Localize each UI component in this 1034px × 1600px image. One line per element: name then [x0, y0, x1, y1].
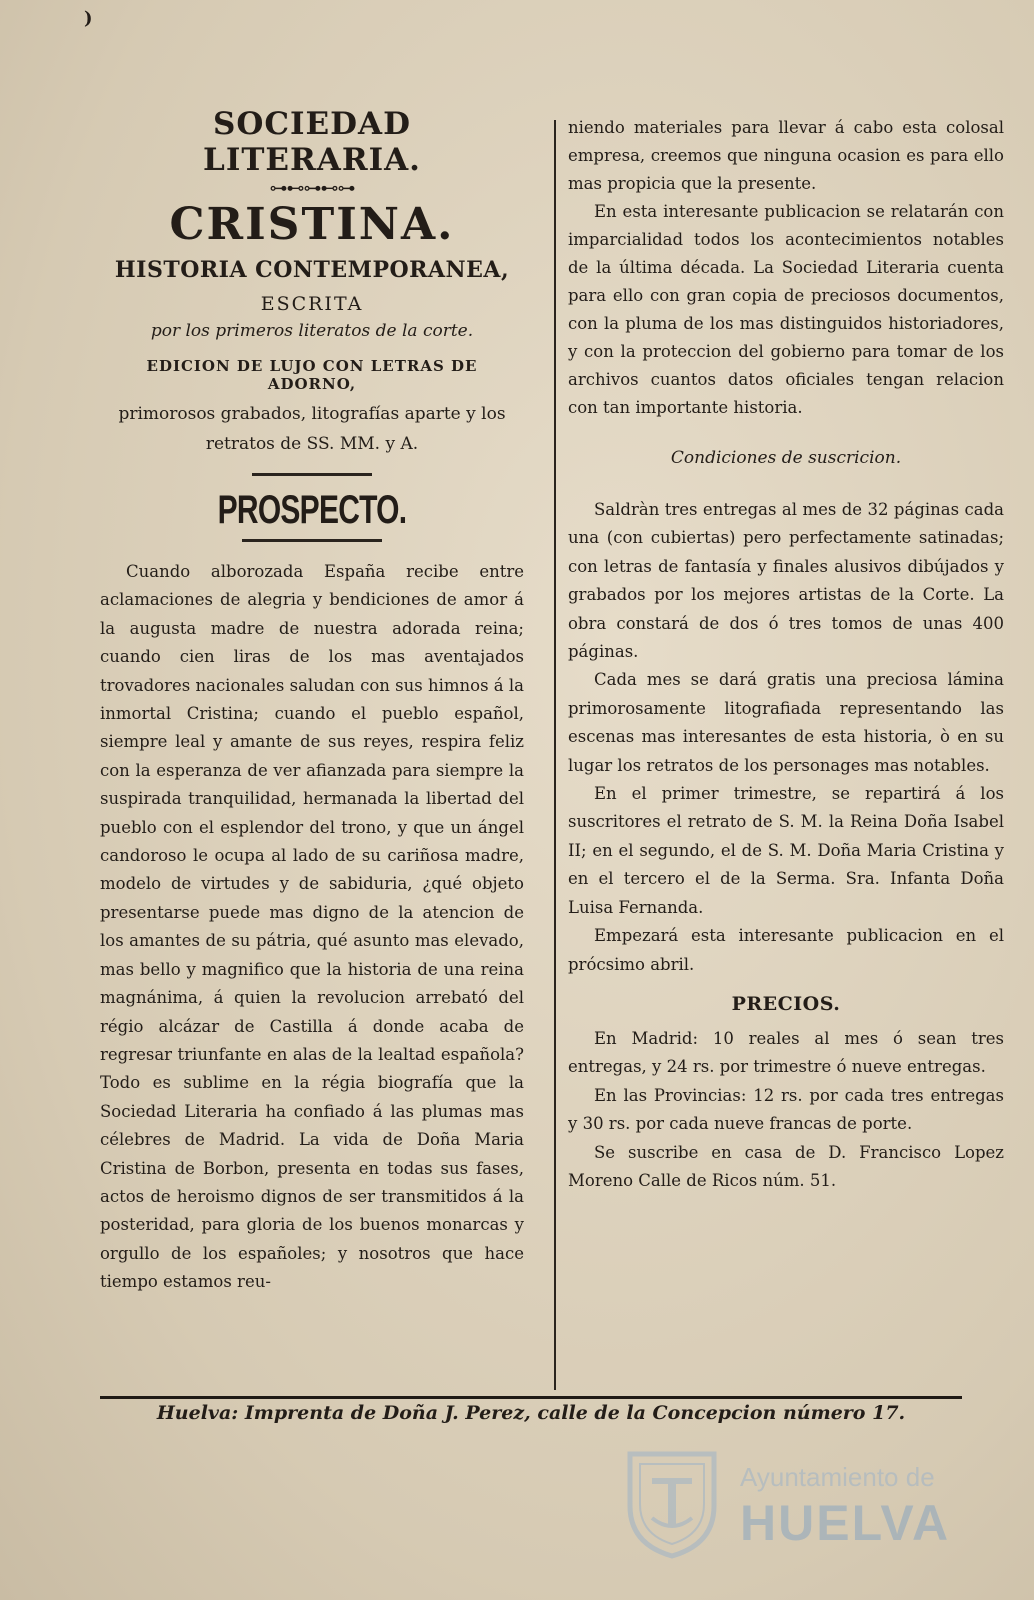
- ornament: ⊶⊷⊶⊷⊶: [269, 178, 355, 199]
- right-column: [568, 114, 1004, 1195]
- prospecto-heading: PROSPECTO.: [217, 488, 407, 532]
- left-column: [100, 100, 524, 1297]
- price-madrid: En Madrid: 10 reales al mes ó sean tres entregas, y 24 rs. por trimestre ó nueve entregas.: [568, 1028, 1004, 1077]
- printer-imprint: Huelva: Imprenta de Doña J. Perez, calle de la Concepcion número 17.: [156, 1402, 906, 1424]
- authors-line: por los primeros literatos de la corte.: [150, 321, 474, 341]
- edition-details: primorosos grabados, litografías aparte y los retratos de SS. MM. y A.: [118, 404, 506, 454]
- watermark: [614, 1444, 974, 1564]
- divider-rule: [252, 473, 372, 476]
- conditions-heading: Condiciones de suscricion.: [670, 448, 902, 468]
- intro-continuation: niendo materiales para llevar á cabo esta colosal empresa, creemos que ninguna ocasion es para ello mas propicia que la presente.: [568, 118, 1004, 193]
- condition-portraits: En el primer trimestre, se repartirá á los suscritores el retrato de S. M. la Reina Doña Isabel II; en el segundo, el de S. M. Doña Maria Cristina y en el tercero el de la Serma. Sra. Infanta Doña Luisa Fernanda.: [568, 784, 1004, 917]
- condition-start: Empezará esta interesante publicacion en el prócsimo abril.: [568, 926, 1004, 974]
- main-title: CRISTINA.: [169, 199, 455, 250]
- condition-lamina: Cada mes se dará gratis una preciosa lámina primorosamente litografiada representando las escenas mas interesantes de esta historia, ò en su lugar los retratos de los personages mas notables.: [568, 670, 1004, 775]
- condition-deliveries: Saldràn tres entregas al mes de 32 páginas cada una (con cubiertas) pero perfectamente satinadas; con letras de fantasía y finales alusivos dibújados y grabados por los mejores artistas de la Corte. La obra constará de dos ó tres tomos de unas 400 páginas.: [568, 500, 1004, 662]
- publication-paragraph: En esta interesante publicacion se relatarán con imparcialidad todos los acontecimientos notables de la última década. La Sociedad Literaria cuenta para ello con gran copia de preciosos documentos, con la pluma de los mas distinguidos historiadores, y con la proteccion del gobierno para tomar de los archivos cuantos datos oficiales tengan relacion con tan importante historia.: [568, 202, 1004, 417]
- written-label: ESCRITA: [260, 293, 364, 315]
- society-title: SOCIEDAD LITERARIA.: [203, 106, 421, 178]
- corner-mark: ): [84, 8, 93, 29]
- edition-caps: EDICION DE LUJO CON LETRAS DE ADORNO,: [146, 357, 478, 393]
- footer-rule: [100, 1396, 962, 1399]
- column-divider: [554, 120, 556, 1390]
- price-provinces: En las Provincias: 12 rs. por cada tres entregas y 30 rs. por cada nueve francas de porte.: [568, 1085, 1004, 1134]
- watermark-line2: HUELVA: [740, 1495, 951, 1551]
- city-crest-icon: [622, 1448, 722, 1560]
- watermark-line1: Ayuntamiento de: [740, 1462, 935, 1492]
- prospectus-body: Cuando alborozada España recibe entre aclamaciones de alegria y bendiciones de amor á la augusta madre de nuestra adorada reina; cuando cien liras de los mas aventajados trovadores nacionales saludan con sus himnos á la inmortal Cristina; cuando el pueblo español, siempre leal y amante de sus reyes, respira feliz con la esperanza de ver afianzada para siempre la suspirada tranquilidad, hermanada la libertad del pueblo con el esplendor del trono, y que un ángel candoroso le ocupa al lado de su cariñosa madre, modelo de virtudes y de sabiduria, ¿qué objeto presentarse puede mas digno de la atencion de los amantes de su pátria, qué asunto mas elevado, mas bello y magnifico que la historia de una reina magnánima, á quien la revolucion arrebató del régio alcázar de Castilla á donde acaba de regresar triunfante en alas de la lealtad española? Todo es sublime en la régia biografía que la Sociedad Literaria ha confiado á las plumas mas célebres de Madrid. La vida de Doña Maria Cristina de Borbon, presenta en todas sus fases, actos de heroismo dignos de ser transmitidos á la posteridad, para gloria de los buenos monarcas y orgullo de los españoles; y nosotros que hace tiempo estamos reu-: [100, 562, 524, 1292]
- subscribe-address: Se suscribe en casa de D. Francisco Lopez Moreno Calle de Ricos núm. 51.: [568, 1142, 1004, 1190]
- prices-heading: PRECIOS.: [731, 992, 841, 1015]
- divider-rule: [242, 539, 382, 542]
- subtitle: HISTORIA CONTEMPORANEA,: [114, 257, 510, 283]
